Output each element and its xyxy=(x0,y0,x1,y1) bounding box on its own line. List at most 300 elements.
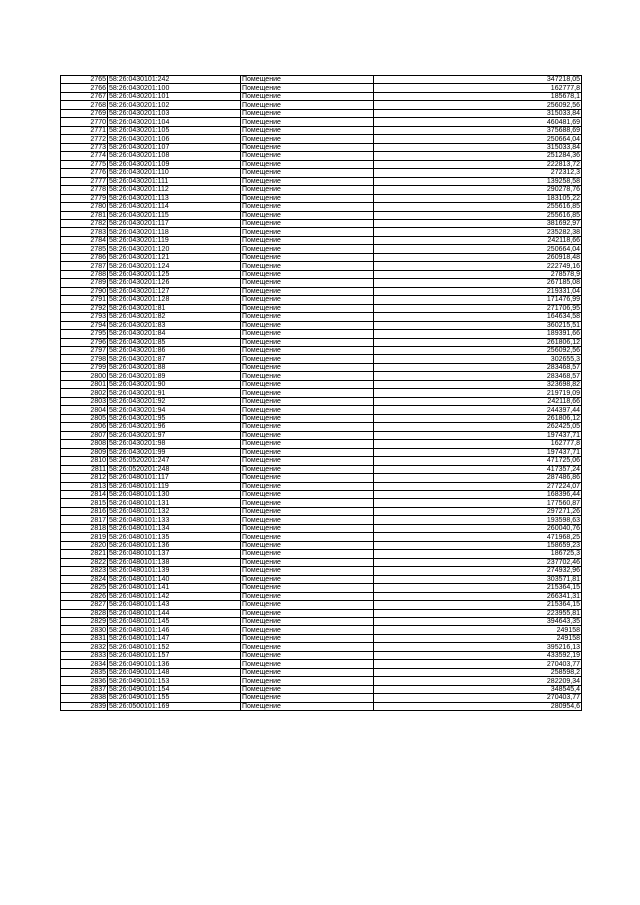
cadastral-value-cell: 237702,46 xyxy=(374,558,582,566)
row-number-cell: 2781 xyxy=(61,211,108,219)
cadastral-value-cell: 394643,35 xyxy=(374,618,582,626)
row-number-cell: 2820 xyxy=(61,541,108,549)
object-type-cell: Помещение xyxy=(241,143,374,151)
cadastral-number-cell: 58:26:0480101:139 xyxy=(108,567,241,575)
row-number-cell: 2789 xyxy=(61,279,108,287)
table-row xyxy=(61,533,582,541)
row-number-cell: 2824 xyxy=(61,575,108,583)
cadastral-value-cell: 177560,87 xyxy=(374,499,582,507)
object-type-cell: Помещение xyxy=(241,262,374,270)
cadastral-value-cell: 381692,97 xyxy=(374,219,582,227)
table-row xyxy=(61,618,582,626)
cadastral-value-cell: 256092,56 xyxy=(374,347,582,355)
cadastral-number-cell: 58:26:0480101:143 xyxy=(108,601,241,609)
object-type-cell: Помещение xyxy=(241,702,374,710)
row-number-cell: 2796 xyxy=(61,338,108,346)
table-row xyxy=(61,84,582,92)
cadastral-value-cell: 215364,15 xyxy=(374,584,582,592)
cadastral-value-cell: 189391,66 xyxy=(374,330,582,338)
row-number-cell: 2830 xyxy=(61,626,108,634)
row-number-cell: 2768 xyxy=(61,101,108,109)
object-type-cell: Помещение xyxy=(241,465,374,473)
cadastral-value-cell: 162777,8 xyxy=(374,84,582,92)
cadastral-number-cell: 58:26:0430201:114 xyxy=(108,203,241,211)
cadastral-number-cell: 58:26:0480101:145 xyxy=(108,618,241,626)
table-row xyxy=(61,482,582,490)
row-number-cell: 2817 xyxy=(61,516,108,524)
cadastral-number-cell: 58:26:0430201:126 xyxy=(108,279,241,287)
cadastral-number-cell: 58:26:0430201:112 xyxy=(108,186,241,194)
cadastral-number-cell: 58:26:0430201:91 xyxy=(108,389,241,397)
object-type-cell: Помещение xyxy=(241,321,374,329)
table-row xyxy=(61,524,582,532)
cadastral-number-cell: 58:26:0480101:147 xyxy=(108,634,241,642)
row-number-cell: 2832 xyxy=(61,643,108,651)
cadastral-number-cell: 58:26:0430201:115 xyxy=(108,211,241,219)
cadastral-value-cell: 433592,19 xyxy=(374,651,582,659)
cadastral-number-cell: 58:26:0490101:154 xyxy=(108,685,241,693)
cadastral-value-cell: 260040,76 xyxy=(374,524,582,532)
cadastral-value-cell: 255616,85 xyxy=(374,211,582,219)
table-row xyxy=(61,177,582,185)
cadastral-value-cell: 242118,66 xyxy=(374,236,582,244)
object-type-cell: Помещение xyxy=(241,389,374,397)
table-row xyxy=(61,313,582,321)
table-row xyxy=(61,262,582,270)
object-type-cell: Помещение xyxy=(241,440,374,448)
cadastral-value-cell: 186725,3 xyxy=(374,550,582,558)
object-type-cell: Помещение xyxy=(241,533,374,541)
cadastral-value-table xyxy=(60,75,582,711)
row-number-cell: 2771 xyxy=(61,126,108,134)
cadastral-value-cell: 395216,13 xyxy=(374,643,582,651)
table-row xyxy=(61,541,582,549)
table-row xyxy=(61,567,582,575)
object-type-cell: Помещение xyxy=(241,76,374,84)
object-type-cell: Помещение xyxy=(241,160,374,168)
object-type-cell: Помещение xyxy=(241,516,374,524)
table-row xyxy=(61,626,582,634)
object-type-cell: Помещение xyxy=(241,347,374,355)
object-type-cell: Помещение xyxy=(241,219,374,227)
table-row xyxy=(61,634,582,642)
cadastral-value-cell: 297271,26 xyxy=(374,507,582,515)
object-type-cell: Помещение xyxy=(241,313,374,321)
row-number-cell: 2836 xyxy=(61,677,108,685)
object-type-cell: Помещение xyxy=(241,694,374,702)
object-type-cell: Помещение xyxy=(241,194,374,202)
row-number-cell: 2811 xyxy=(61,465,108,473)
cadastral-value-cell: 315033,84 xyxy=(374,109,582,117)
table-row xyxy=(61,194,582,202)
cadastral-value-cell: 223955,81 xyxy=(374,609,582,617)
cadastral-number-cell: 58:26:0430201:87 xyxy=(108,355,241,363)
row-number-cell: 2802 xyxy=(61,389,108,397)
row-number-cell: 2810 xyxy=(61,457,108,465)
object-type-cell: Помещение xyxy=(241,186,374,194)
row-number-cell: 2791 xyxy=(61,296,108,304)
object-type-cell: Помещение xyxy=(241,677,374,685)
row-number-cell: 2809 xyxy=(61,448,108,456)
cadastral-value-cell: 347218,05 xyxy=(374,76,582,84)
row-number-cell: 2825 xyxy=(61,584,108,592)
object-type-cell: Помещение xyxy=(241,490,374,498)
object-type-cell: Помещение xyxy=(241,609,374,617)
row-number-cell: 2777 xyxy=(61,177,108,185)
row-number-cell: 2821 xyxy=(61,550,108,558)
cadastral-value-cell: 471725,06 xyxy=(374,457,582,465)
row-number-cell: 2774 xyxy=(61,152,108,160)
cadastral-number-cell: 58:26:0480101:146 xyxy=(108,626,241,634)
cadastral-value-cell: 235282,38 xyxy=(374,228,582,236)
row-number-cell: 2826 xyxy=(61,592,108,600)
cadastral-number-cell: 58:26:0430201:120 xyxy=(108,245,241,253)
table-row xyxy=(61,397,582,405)
cadastral-number-cell: 58:26:0430201:109 xyxy=(108,160,241,168)
table-row xyxy=(61,101,582,109)
row-number-cell: 2779 xyxy=(61,194,108,202)
object-type-cell: Помещение xyxy=(241,550,374,558)
table-row xyxy=(61,76,582,84)
cadastral-value-cell: 283468,57 xyxy=(374,372,582,380)
cadastral-number-cell: 58:26:0430201:103 xyxy=(108,109,241,117)
cadastral-value-cell: 282209,34 xyxy=(374,677,582,685)
table-row xyxy=(61,211,582,219)
row-number-cell: 2795 xyxy=(61,330,108,338)
object-type-cell: Помещение xyxy=(241,660,374,668)
cadastral-value-cell: 249158 xyxy=(374,626,582,634)
cadastral-number-cell: 58:26:0480101:144 xyxy=(108,609,241,617)
cadastral-number-cell: 58:26:0490101:136 xyxy=(108,660,241,668)
cadastral-value-cell: 250664,04 xyxy=(374,245,582,253)
table-row xyxy=(61,92,582,100)
cadastral-value-cell: 360215,51 xyxy=(374,321,582,329)
cadastral-value-cell: 274932,96 xyxy=(374,567,582,575)
cadastral-number-cell: 58:26:0430201:102 xyxy=(108,101,241,109)
row-number-cell: 2818 xyxy=(61,524,108,532)
cadastral-number-cell: 58:26:0480101:132 xyxy=(108,507,241,515)
cadastral-number-cell: 58:26:0520201:248 xyxy=(108,465,241,473)
cadastral-value-cell: 260918,48 xyxy=(374,253,582,261)
cadastral-number-cell: 58:26:0430201:86 xyxy=(108,347,241,355)
cadastral-number-cell: 58:26:0480101:133 xyxy=(108,516,241,524)
table-row xyxy=(61,372,582,380)
object-type-cell: Помещение xyxy=(241,634,374,642)
row-number-cell: 2776 xyxy=(61,169,108,177)
table-row xyxy=(61,321,582,329)
table-row xyxy=(61,685,582,693)
row-number-cell: 2784 xyxy=(61,236,108,244)
table-row xyxy=(61,338,582,346)
object-type-cell: Помещение xyxy=(241,558,374,566)
table-row xyxy=(61,423,582,431)
cadastral-value-cell: 222749,16 xyxy=(374,262,582,270)
cadastral-value-cell: 303571,81 xyxy=(374,575,582,583)
cadastral-value-cell: 266341,31 xyxy=(374,592,582,600)
object-type-cell: Помещение xyxy=(241,135,374,143)
row-number-cell: 2778 xyxy=(61,186,108,194)
cadastral-value-cell: 460481,69 xyxy=(374,118,582,126)
row-number-cell: 2765 xyxy=(61,76,108,84)
cadastral-value-cell: 280954,6 xyxy=(374,702,582,710)
cadastral-value-cell: 375688,69 xyxy=(374,126,582,134)
table-row xyxy=(61,363,582,371)
table-row xyxy=(61,287,582,295)
cadastral-value-cell: 171476,99 xyxy=(374,296,582,304)
cadastral-value-cell: 256092,56 xyxy=(374,101,582,109)
cadastral-number-cell: 58:26:0490101:155 xyxy=(108,694,241,702)
row-number-cell: 2839 xyxy=(61,702,108,710)
table-row xyxy=(61,228,582,236)
cadastral-value-cell: 219719,09 xyxy=(374,389,582,397)
cadastral-value-cell: 242118,66 xyxy=(374,397,582,405)
table-row xyxy=(61,169,582,177)
table-row xyxy=(61,118,582,126)
cadastral-number-cell: 58:26:0480101:136 xyxy=(108,541,241,549)
cadastral-number-cell: 58:26:0430201:117 xyxy=(108,219,241,227)
object-type-cell: Помещение xyxy=(241,118,374,126)
cadastral-value-cell: 277224,07 xyxy=(374,482,582,490)
cadastral-number-cell: 58:26:0430201:106 xyxy=(108,135,241,143)
table-row xyxy=(61,457,582,465)
cadastral-number-cell: 58:26:0430201:95 xyxy=(108,414,241,422)
table-row xyxy=(61,389,582,397)
object-type-cell: Помещение xyxy=(241,177,374,185)
cadastral-number-cell: 58:26:0480101:157 xyxy=(108,651,241,659)
cadastral-number-cell: 58:26:0490101:153 xyxy=(108,677,241,685)
cadastral-value-cell: 193598,63 xyxy=(374,516,582,524)
cadastral-value-cell: 215364,15 xyxy=(374,601,582,609)
object-type-cell: Помещение xyxy=(241,507,374,515)
table-row xyxy=(61,507,582,515)
table-row xyxy=(61,474,582,482)
table-row xyxy=(61,143,582,151)
cadastral-value-cell: 183105,22 xyxy=(374,194,582,202)
cadastral-number-cell: 58:26:0430201:125 xyxy=(108,270,241,278)
row-number-cell: 2786 xyxy=(61,253,108,261)
cadastral-value-cell: 197437,71 xyxy=(374,448,582,456)
cadastral-number-cell: 58:26:0430201:99 xyxy=(108,448,241,456)
row-number-cell: 2785 xyxy=(61,245,108,253)
row-number-cell: 2837 xyxy=(61,685,108,693)
object-type-cell: Помещение xyxy=(241,372,374,380)
object-type-cell: Помещение xyxy=(241,414,374,422)
cadastral-value-cell: 261806,12 xyxy=(374,338,582,346)
row-number-cell: 2835 xyxy=(61,668,108,676)
table-body xyxy=(61,76,582,711)
table-row xyxy=(61,643,582,651)
cadastral-number-cell: 58:26:0480101:141 xyxy=(108,584,241,592)
object-type-cell: Помещение xyxy=(241,287,374,295)
cadastral-number-cell: 58:26:0430201:84 xyxy=(108,330,241,338)
object-type-cell: Помещение xyxy=(241,228,374,236)
object-type-cell: Помещение xyxy=(241,397,374,405)
cadastral-value-cell: 283468,57 xyxy=(374,363,582,371)
object-type-cell: Помещение xyxy=(241,482,374,490)
object-type-cell: Помещение xyxy=(241,355,374,363)
table-row xyxy=(61,702,582,710)
table-row xyxy=(61,516,582,524)
row-number-cell: 2814 xyxy=(61,490,108,498)
table-row xyxy=(61,584,582,592)
object-type-cell: Помещение xyxy=(241,457,374,465)
table-row xyxy=(61,431,582,439)
row-number-cell: 2773 xyxy=(61,143,108,151)
cadastral-number-cell: 58:26:0480101:138 xyxy=(108,558,241,566)
row-number-cell: 2780 xyxy=(61,203,108,211)
object-type-cell: Помещение xyxy=(241,499,374,507)
table-row xyxy=(61,499,582,507)
table-row xyxy=(61,558,582,566)
cadastral-number-cell: 58:26:0430201:89 xyxy=(108,372,241,380)
cadastral-value-cell: 255616,85 xyxy=(374,203,582,211)
row-number-cell: 2829 xyxy=(61,618,108,626)
table-row xyxy=(61,330,582,338)
cadastral-value-cell: 250664,04 xyxy=(374,135,582,143)
table-row xyxy=(61,414,582,422)
table-row xyxy=(61,609,582,617)
table-row xyxy=(61,575,582,583)
object-type-cell: Помещение xyxy=(241,363,374,371)
object-type-cell: Помещение xyxy=(241,304,374,312)
cadastral-value-cell: 197437,71 xyxy=(374,431,582,439)
cadastral-value-cell: 162777,8 xyxy=(374,440,582,448)
object-type-cell: Помещение xyxy=(241,338,374,346)
table-row xyxy=(61,236,582,244)
object-type-cell: Помещение xyxy=(241,152,374,160)
row-number-cell: 2823 xyxy=(61,567,108,575)
cadastral-number-cell: 58:26:0430201:118 xyxy=(108,228,241,236)
table-row xyxy=(61,126,582,134)
cadastral-value-cell: 244397,44 xyxy=(374,406,582,414)
row-number-cell: 2769 xyxy=(61,109,108,117)
table-row xyxy=(61,304,582,312)
cadastral-number-cell: 58:26:0480101:137 xyxy=(108,550,241,558)
object-type-cell: Помещение xyxy=(241,203,374,211)
cadastral-value-cell: 302655,3 xyxy=(374,355,582,363)
cadastral-value-cell: 164634,58 xyxy=(374,313,582,321)
row-number-cell: 2787 xyxy=(61,262,108,270)
object-type-cell: Помещение xyxy=(241,474,374,482)
cadastral-number-cell: 58:26:0480101:119 xyxy=(108,482,241,490)
cadastral-value-cell: 251284,36 xyxy=(374,152,582,160)
object-type-cell: Помещение xyxy=(241,279,374,287)
cadastral-number-cell: 58:26:0480101:140 xyxy=(108,575,241,583)
object-type-cell: Помещение xyxy=(241,567,374,575)
cadastral-value-cell: 290278,76 xyxy=(374,186,582,194)
row-number-cell: 2827 xyxy=(61,601,108,609)
row-number-cell: 2807 xyxy=(61,431,108,439)
object-type-cell: Помещение xyxy=(241,380,374,388)
table-row xyxy=(61,601,582,609)
cadastral-number-cell: 58:26:0430201:85 xyxy=(108,338,241,346)
object-type-cell: Помещение xyxy=(241,643,374,651)
cadastral-number-cell: 58:26:0430201:105 xyxy=(108,126,241,134)
object-type-cell: Помещение xyxy=(241,169,374,177)
row-number-cell: 2804 xyxy=(61,406,108,414)
object-type-cell: Помещение xyxy=(241,626,374,634)
row-number-cell: 2767 xyxy=(61,92,108,100)
cadastral-value-cell: 417357,24 xyxy=(374,465,582,473)
row-number-cell: 2790 xyxy=(61,287,108,295)
table-row xyxy=(61,668,582,676)
table-row xyxy=(61,109,582,117)
cadastral-value-cell: 270403,77 xyxy=(374,694,582,702)
object-type-cell: Помещение xyxy=(241,651,374,659)
cadastral-number-cell: 58:26:0430201:121 xyxy=(108,253,241,261)
cadastral-value-cell: 270403,77 xyxy=(374,660,582,668)
cadastral-value-cell: 139258,58 xyxy=(374,177,582,185)
row-number-cell: 2798 xyxy=(61,355,108,363)
cadastral-number-cell: 58:26:0480101:152 xyxy=(108,643,241,651)
object-type-cell: Помещение xyxy=(241,423,374,431)
cadastral-number-cell: 58:26:0480101:131 xyxy=(108,499,241,507)
cadastral-value-cell: 271706,95 xyxy=(374,304,582,312)
object-type-cell: Помещение xyxy=(241,541,374,549)
cadastral-value-cell: 219331,04 xyxy=(374,287,582,295)
table-row xyxy=(61,440,582,448)
row-number-cell: 2792 xyxy=(61,304,108,312)
cadastral-number-cell: 58:26:0430201:128 xyxy=(108,296,241,304)
row-number-cell: 2782 xyxy=(61,219,108,227)
cadastral-number-cell: 58:26:0430201:110 xyxy=(108,169,241,177)
table-row xyxy=(61,203,582,211)
cadastral-number-cell: 58:26:0430201:82 xyxy=(108,313,241,321)
cadastral-number-cell: 58:26:0430201:100 xyxy=(108,84,241,92)
cadastral-number-cell: 58:26:0430201:83 xyxy=(108,321,241,329)
row-number-cell: 2783 xyxy=(61,228,108,236)
cadastral-number-cell: 58:26:0430201:96 xyxy=(108,423,241,431)
table-row xyxy=(61,152,582,160)
row-number-cell: 2801 xyxy=(61,380,108,388)
cadastral-value-cell: 348545,4 xyxy=(374,685,582,693)
cadastral-value-cell: 278578,9 xyxy=(374,270,582,278)
cadastral-number-cell: 58:26:0480101:130 xyxy=(108,490,241,498)
cadastral-number-cell: 58:26:0430201:81 xyxy=(108,304,241,312)
object-type-cell: Помещение xyxy=(241,584,374,592)
table-row xyxy=(61,677,582,685)
cadastral-number-cell: 58:26:0430201:107 xyxy=(108,143,241,151)
object-type-cell: Помещение xyxy=(241,668,374,676)
cadastral-value-cell: 287486,86 xyxy=(374,474,582,482)
cadastral-number-cell: 58:26:0430201:92 xyxy=(108,397,241,405)
cadastral-value-cell: 272312,3 xyxy=(374,169,582,177)
cadastral-value-cell: 222813,72 xyxy=(374,160,582,168)
object-type-cell: Помещение xyxy=(241,406,374,414)
table-row xyxy=(61,347,582,355)
row-number-cell: 2834 xyxy=(61,660,108,668)
table-row xyxy=(61,448,582,456)
object-type-cell: Помещение xyxy=(241,296,374,304)
cadastral-number-cell: 58:26:0490101:148 xyxy=(108,668,241,676)
row-number-cell: 2813 xyxy=(61,482,108,490)
row-number-cell: 2770 xyxy=(61,118,108,126)
object-type-cell: Помещение xyxy=(241,618,374,626)
cadastral-value-cell: 315033,84 xyxy=(374,143,582,151)
row-number-cell: 2772 xyxy=(61,135,108,143)
cadastral-value-cell: 262425,05 xyxy=(374,423,582,431)
row-number-cell: 2800 xyxy=(61,372,108,380)
cadastral-number-cell: 58:26:0430201:94 xyxy=(108,406,241,414)
cadastral-number-cell: 58:26:0430201:124 xyxy=(108,262,241,270)
cadastral-value-cell: 323698,82 xyxy=(374,380,582,388)
object-type-cell: Помещение xyxy=(241,575,374,583)
row-number-cell: 2816 xyxy=(61,507,108,515)
row-number-cell: 2806 xyxy=(61,423,108,431)
table-row xyxy=(61,245,582,253)
table-row xyxy=(61,490,582,498)
object-type-cell: Помещение xyxy=(241,236,374,244)
